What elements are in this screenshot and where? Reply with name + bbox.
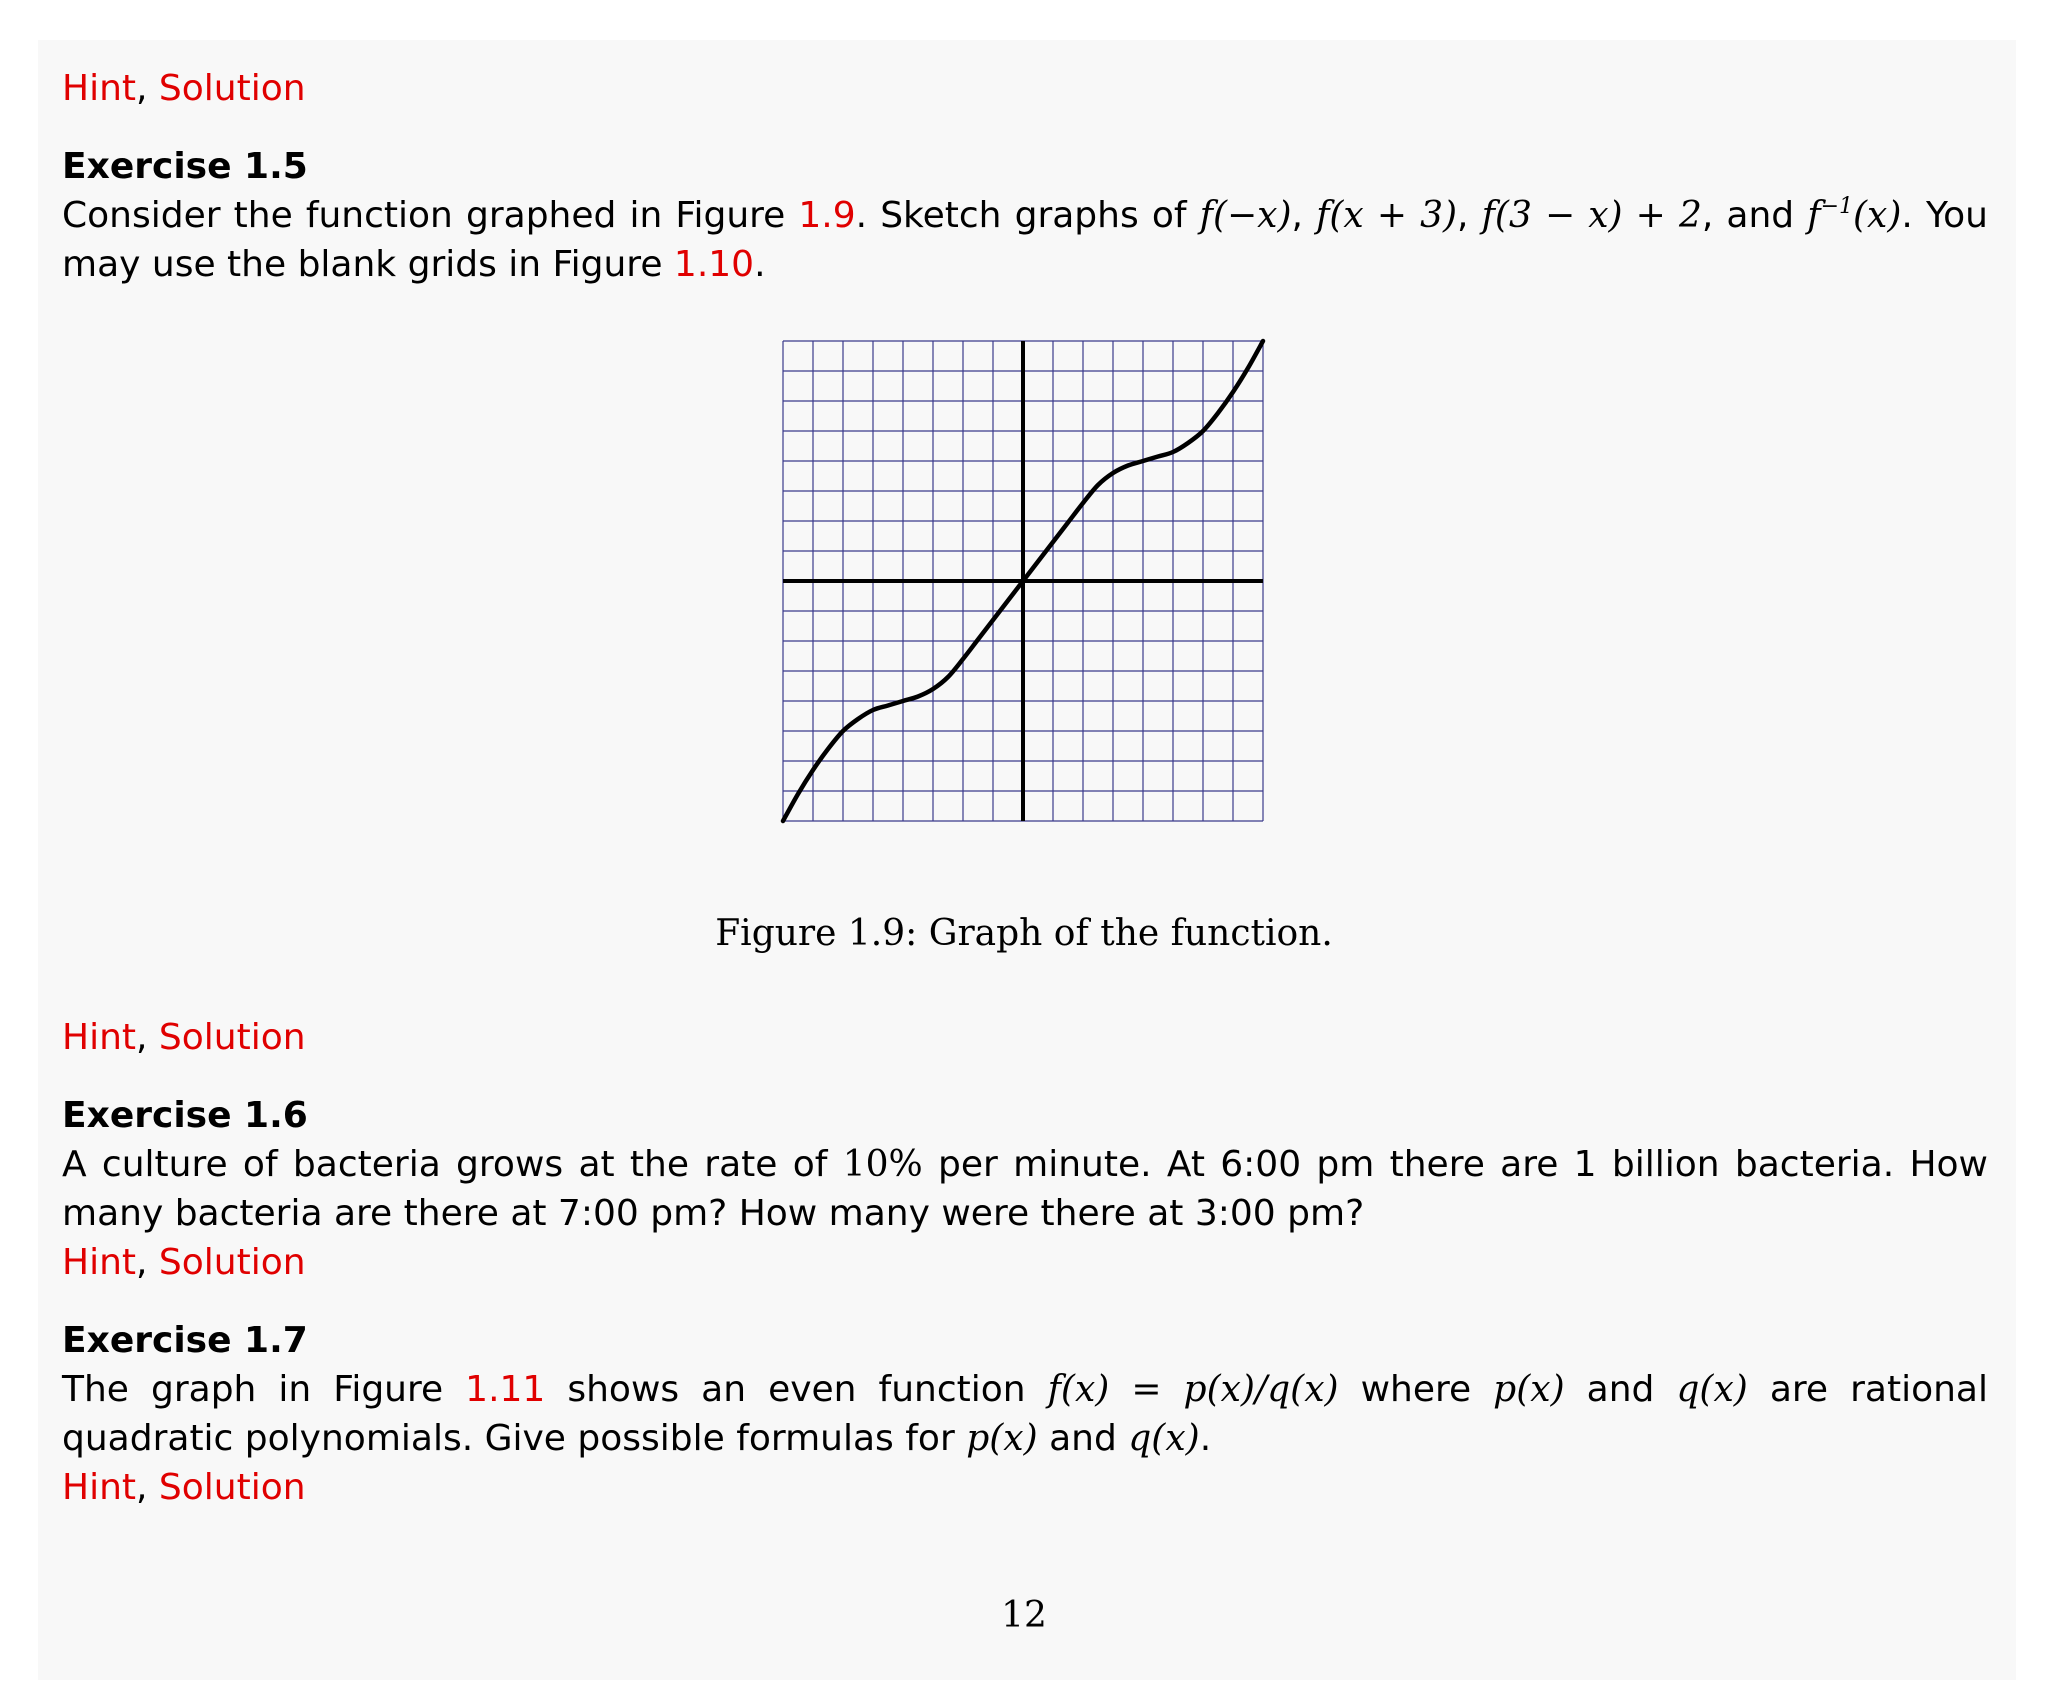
math-f-equals-p-over-q: f(x) = p(x)/q(x)	[1047, 1369, 1339, 1410]
math-f-x-plus-3: f(x + 3)	[1316, 195, 1458, 236]
text: .	[754, 244, 766, 285]
hint-link[interactable]: Hint	[62, 1242, 137, 1283]
text: . Sketch graphs of	[855, 195, 1200, 236]
math-rate: 10%	[842, 1144, 923, 1185]
solution-link[interactable]: Solution	[158, 1017, 306, 1058]
separator: ,	[136, 1017, 148, 1058]
text: are rational quadratic polynomials. Give possible formulas for	[62, 1369, 1988, 1459]
hint-solution-links-2	[62, 1013, 1988, 1062]
exercise-1-6-body	[62, 1140, 1988, 1238]
page-number: 12	[1001, 1595, 1047, 1636]
exercise-1-5-title: Exercise 1.5	[62, 146, 308, 187]
math-f-neg-x: f(−x)	[1199, 195, 1292, 236]
text: A culture of bacteria grows at the rate of	[62, 1144, 843, 1185]
exercise-1-6-title: Exercise 1.6	[62, 1095, 308, 1136]
hint-link[interactable]: Hint	[62, 68, 137, 109]
exercise-1-5-body	[62, 191, 1988, 289]
text: and	[1037, 1418, 1129, 1459]
math-p-x: p(x)	[966, 1418, 1038, 1459]
hint-solution-links-1	[62, 64, 1988, 113]
hint-solution-links-3	[62, 1238, 1988, 1287]
text: and	[1564, 1369, 1677, 1410]
exercise-1-7-title: Exercise 1.7	[62, 1320, 308, 1361]
text: shows an even function	[545, 1369, 1048, 1410]
math-p-x: p(x)	[1493, 1369, 1565, 1410]
figure-caption: Figure 1.9: Graph of the function.	[715, 913, 1333, 954]
text: . You may use the blank grids in Figure	[62, 195, 1988, 285]
math-superscript: −1	[1820, 194, 1853, 219]
separator: ,	[136, 1242, 148, 1283]
figure-1-9-ref-link[interactable]: 1.9	[798, 195, 856, 236]
hint-solution-links-4	[62, 1463, 1988, 1512]
text: ,	[1291, 195, 1317, 236]
math-f: f	[1807, 195, 1821, 236]
text: , and	[1701, 195, 1808, 236]
text: per minute. At 6:00 pm there are 1 billion bacteria. How many bacteria are there at 7:00 pm? How many were there at 3:00 pm?	[62, 1144, 1989, 1234]
math-arg: (x)	[1853, 195, 1902, 236]
exercise-1-7-body	[62, 1365, 1988, 1463]
text: ,	[1457, 195, 1482, 236]
math-q-x: q(x)	[1676, 1369, 1748, 1410]
hint-link[interactable]: Hint	[62, 1467, 137, 1508]
solution-link[interactable]: Solution	[158, 1242, 306, 1283]
math-f-inverse	[1807, 195, 1901, 236]
figure-1-11-ref-link[interactable]: 1.11	[465, 1369, 546, 1410]
separator: ,	[136, 68, 148, 109]
separator: ,	[136, 1467, 148, 1508]
hint-link[interactable]: Hint	[62, 1017, 137, 1058]
solution-link[interactable]: Solution	[158, 68, 306, 109]
math-f-3-minus-x-plus-2: f(3 − x) + 2	[1481, 195, 1702, 236]
text: where	[1338, 1369, 1494, 1410]
text: .	[1199, 1418, 1212, 1459]
text: Consider the function graphed in Figure	[62, 195, 799, 236]
figure-1-10-ref-link[interactable]: 1.10	[673, 244, 755, 285]
function-graph	[780, 338, 1266, 824]
text: The graph in Figure	[62, 1369, 466, 1410]
math-q-x: q(x)	[1128, 1418, 1200, 1459]
solution-link[interactable]: Solution	[158, 1467, 306, 1508]
